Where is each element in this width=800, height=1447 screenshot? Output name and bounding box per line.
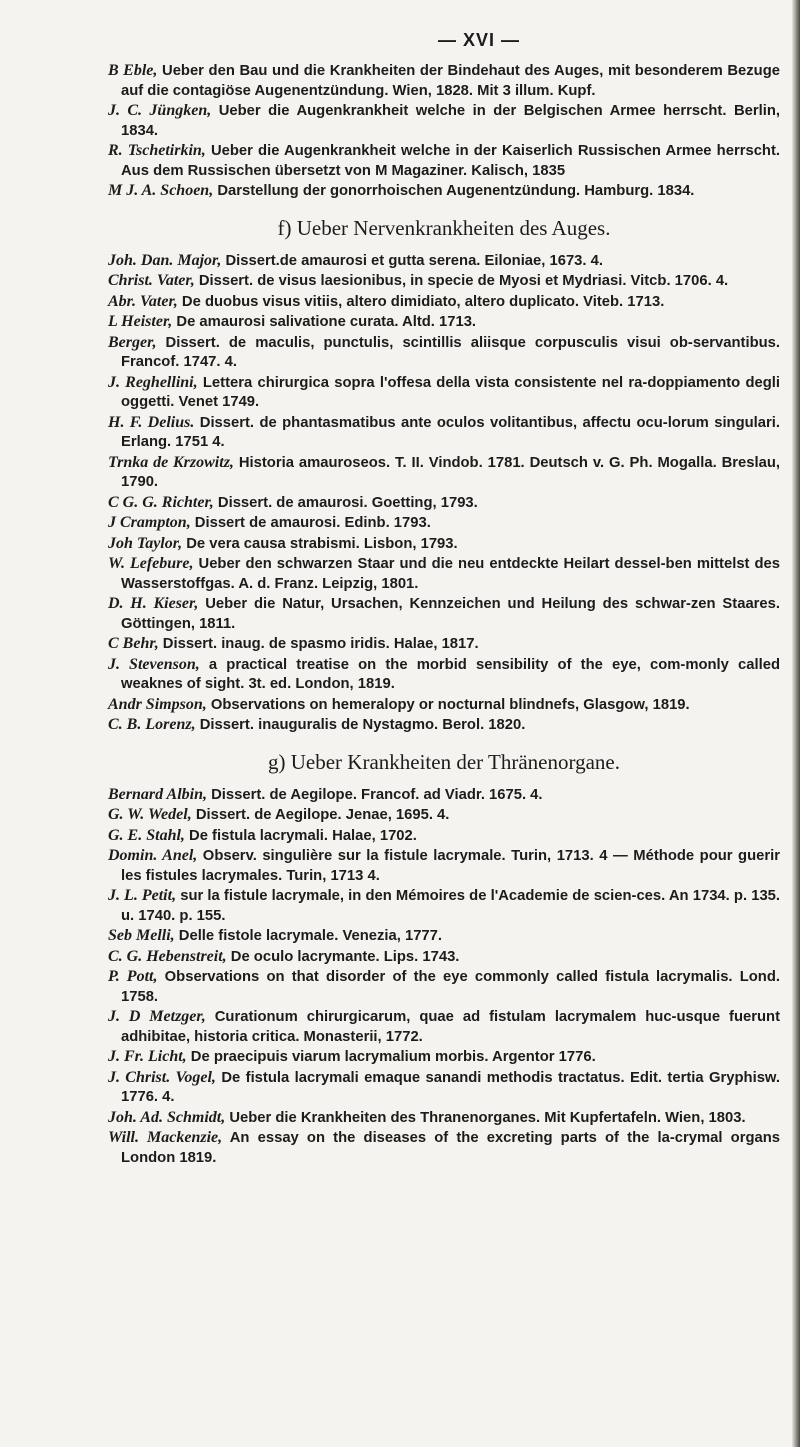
bibliography-entry xyxy=(108,292,780,313)
entry-author: L Heister, xyxy=(108,313,173,330)
entry-text: Ueber die Augenkrankheit welche in der Belgischen Armee herrscht. Berlin, 1834. xyxy=(121,103,780,139)
bibliography-entry xyxy=(108,805,780,826)
bibliography-entry xyxy=(108,493,780,514)
entry-text: De fistula lacrymali. Halae, 1702. xyxy=(184,827,417,844)
entry-text: Dissert. de Aegilope. Francof. ad Viadr. 1675. 4. xyxy=(207,786,543,803)
entry-text: Dissert. de maculis, punctulis, scintillis aliisque corpusculis visui ob-servantibus. Francof. 1747. 4. xyxy=(121,334,780,370)
entry-author: J. Christ. Vogel, xyxy=(108,1068,216,1086)
bibliography-entry xyxy=(108,655,780,695)
bibliography-entry xyxy=(108,333,780,373)
section-title: f) Ueber Nervenkrankheiten des Auges. xyxy=(277,215,611,240)
bibliography-entry xyxy=(108,554,780,594)
bibliography-list xyxy=(108,251,780,736)
entry-author: Berger, xyxy=(108,333,157,351)
entry-author: Will. Mackenzie, xyxy=(108,1129,223,1146)
entry-author: Christ. Vater, xyxy=(108,272,195,289)
entry-author: J. D Metzger, xyxy=(108,1008,206,1025)
bibliography-entry xyxy=(108,1047,780,1068)
entry-author: W. Lefebure, xyxy=(108,555,194,572)
entry-text: De praecipuis viarum lacrymalium morbis. Argentor 1776. xyxy=(186,1049,596,1065)
entry-author: Abr. Vater, xyxy=(108,292,178,310)
entry-author: Domin. Anel, xyxy=(108,847,198,864)
section-title: g) Ueber Krankheiten der Thränenorgane. xyxy=(268,749,620,774)
bibliography-entry xyxy=(108,967,780,1007)
entry-author: Seb Melli, xyxy=(108,927,175,944)
entry-author: J. L. Petit, xyxy=(108,887,177,904)
bibliography-entry xyxy=(108,1128,780,1168)
section-nerve-diseases xyxy=(108,216,780,736)
bibliography-entry xyxy=(108,534,780,555)
bibliography-entry xyxy=(108,1108,780,1129)
bibliography-entry xyxy=(108,634,780,655)
bibliography-entry xyxy=(108,101,780,141)
entry-text: Ueber den schwarzen Staar und die neu entdeckte Heilart dessel-ben mittelst des Wasserstoffgas. A. d. Franz. Leipzig, 1801. xyxy=(121,556,780,592)
bibliography-entry xyxy=(108,453,780,493)
entry-text: Dissert. inauguralis de Nystagmo. Berol. 1820. xyxy=(195,717,526,733)
entry-author: Trnka de Krzowitz, xyxy=(108,453,234,471)
entry-text: Dissert. de amaurosi. Goetting, 1793. xyxy=(213,494,478,511)
bibliography-entry xyxy=(108,61,780,101)
entry-author: Joh Taylor, xyxy=(108,534,183,552)
intro-bibliography-list xyxy=(108,61,780,202)
entry-text: An essay on the diseases of the excreting parts of the la-crymal organs London 1819. xyxy=(121,1130,780,1166)
entry-author: B Eble, xyxy=(108,62,158,79)
entry-author: J Crampton, xyxy=(108,514,191,531)
entry-text: Dissert.de amaurosi et gutta serena. Eiloniae, 1673. 4. xyxy=(221,252,603,269)
entry-author: Bernard Albin, xyxy=(108,785,207,803)
entry-author: R. Tschetirkin, xyxy=(108,142,206,159)
entry-text: a practical treatise on the morbid sensibility of the eye, com-monly called weaknes of sight. 3t. ed. London, 1819. xyxy=(121,656,781,692)
entry-author: J. C. Jüngken, xyxy=(108,102,212,119)
section-lacrimal-diseases xyxy=(108,750,780,1169)
bibliography-entry xyxy=(108,785,780,806)
bibliography-entry xyxy=(108,846,780,886)
bibliography-entry xyxy=(108,251,780,272)
entry-author: C G. G. Richter, xyxy=(108,493,214,511)
entry-text: Ueber den Bau und die Krankheiten der Bindehaut des Auges, mit besonderem Bezuge auf die contagiöse Augenentzündung. Wien, 1828. Mit 3 illum. Kupf. xyxy=(121,63,780,99)
entry-text: De vera causa strabismi. Lisbon, 1793. xyxy=(182,535,458,552)
entry-text: De amaurosi salivatione curata. Altd. 1713. xyxy=(172,314,477,330)
entry-text: Darstellung der gonorrhoischen Augenentzündung. Hamburg. 1834. xyxy=(213,183,695,199)
page-number-header: — XVI — xyxy=(437,30,520,50)
bibliography-entry xyxy=(108,141,780,181)
entry-text: Observations on hemeralopy or nocturnal blindnefs, Glasgow, 1819. xyxy=(206,696,690,713)
entry-author: J. Fr. Licht, xyxy=(108,1048,187,1065)
entry-text: Lettera chirurgica sopra l'offesa della vista consistente nel ra-doppiamento degli oggetti. Venet 1749. xyxy=(121,374,780,410)
bibliography-entry xyxy=(108,513,780,534)
entry-author: Joh. Dan. Major, xyxy=(108,251,222,269)
entry-author: G. W. Wedel, xyxy=(108,806,192,823)
entry-text: De oculo lacrymante. Lips. 1743. xyxy=(226,948,460,965)
entry-author: G. E. Stahl, xyxy=(108,826,185,844)
bibliography-entry xyxy=(108,312,780,333)
entry-author: Andr Simpson, xyxy=(108,695,207,713)
bibliography-entry xyxy=(108,947,780,968)
bibliography-entry xyxy=(108,1068,780,1108)
bibliography-entry xyxy=(108,373,780,413)
entry-text: De fistula lacrymali emaque sanandi methodis tractatus. Edit. tertia Gryphisw. 1776. 4. xyxy=(121,1069,780,1105)
entry-author: C Behr, xyxy=(108,635,159,652)
entry-author: C. G. Hebenstreit, xyxy=(108,947,227,965)
entry-author: P. Pott, xyxy=(108,968,158,985)
entry-text: Delle fistole lacrymale. Venezia, 1777. xyxy=(174,928,442,944)
entry-author: M J. A. Schoen, xyxy=(108,182,214,199)
entry-text: Ueber die Natur, Ursachen, Kennzeichen und Heilung des schwar-zen Staares. Göttingen, 1811. xyxy=(121,596,781,632)
entry-text: Dissert. de phantasmatibus ante oculos volitantibus, affectu ocu-lorum singulari. Erlang. 1751 4. xyxy=(121,414,780,450)
entry-text: Observ. singulière sur la fistule lacrymale. Turin, 1713. 4 — Méthode pour guerir les fistules lacrymales. Turin, 1713 4. xyxy=(121,848,780,884)
bibliography-entry xyxy=(108,413,780,453)
entry-author: C. B. Lorenz, xyxy=(108,716,196,733)
bibliography-entry xyxy=(108,271,780,292)
entry-text: Curationum chirurgicarum, quae ad fistulam lacrymalem huc-usque fuerunt adhibitae, historia critica. Monasterii, 1772. xyxy=(121,1009,780,1045)
entry-text: Ueber die Krankheiten des Thranenorganes. Mit Kupfertafeln. Wien, 1803. xyxy=(225,1109,746,1126)
entry-text: De duobus visus vitiis, altero dimidiato, altero duplicato. Viteb. 1713. xyxy=(177,293,665,310)
entry-text: Dissert. de visus laesionibus, in specie de Myosi et Mydriasi. Vitcb. 1706. 4. xyxy=(194,273,729,289)
entry-text: Ueber die Augenkrankheit welche in der Kaiserlich Russischen Armee herrscht. Aus dem Russischen übersetzt von M Magaziner. Kalisch, 1835 xyxy=(121,143,781,179)
entry-author: H. F. Delius. xyxy=(108,413,195,431)
bibliography-entry xyxy=(108,715,780,736)
entry-text: Historia amauroseos. T. II. Vindob. 1781. Deutsch v. G. Ph. Mogalla. Breslau, 1790. xyxy=(121,454,780,490)
entry-text: Dissert. inaug. de spasmo iridis. Halae, 1817. xyxy=(158,636,479,652)
bibliography-entry xyxy=(108,1007,780,1047)
entry-text: Observations on that disorder of the eye commonly called fistula lacrymalis. Lond. 1758. xyxy=(121,969,780,1005)
book-page xyxy=(108,30,780,1168)
entry-text: sur la fistule lacrymale, in den Mémoires de l'Academie de scien-ces. An 1734. p. 135. u. 1740. p. 155. xyxy=(121,888,781,924)
bibliography-entry xyxy=(108,826,780,847)
entry-author: D. H. Kieser, xyxy=(108,595,199,612)
bibliography-list xyxy=(108,785,780,1169)
bibliography-entry xyxy=(108,181,780,202)
bibliography-entry xyxy=(108,926,780,947)
entry-author: J. Stevenson, xyxy=(108,655,200,673)
entry-author: Joh. Ad. Schmidt, xyxy=(108,1108,226,1126)
page-edge-shadow xyxy=(792,0,800,1447)
entry-text: Dissert de amaurosi. Edinb. 1793. xyxy=(190,515,431,531)
bibliography-entry xyxy=(108,594,780,634)
entry-text: Dissert. de Aegilope. Jenae, 1695. 4. xyxy=(191,807,450,823)
bibliography-entry xyxy=(108,695,780,716)
bibliography-entry xyxy=(108,886,780,926)
entry-author: J. Reghellini, xyxy=(108,373,198,391)
